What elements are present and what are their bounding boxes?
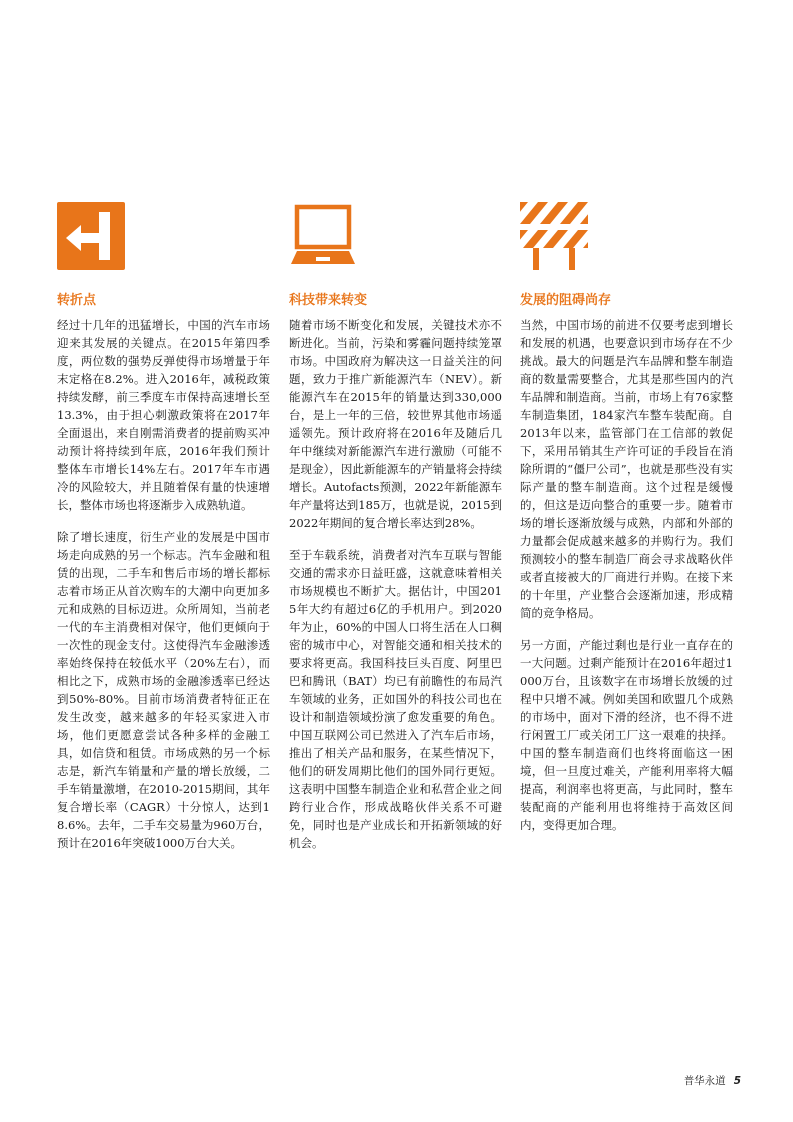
paragraph: 另一方面，产能过剩也是行业一直存在的一大问题。过剩产能预计在2016年超过1000万台，且该数字在市场增长放缓的过程中只增不减。例如美国和欧盟几个成熟的市场中，面对下滑的经济，也不得不进行闲置工厂或关闭工厂这一艰难的抉择。中国的整车制造商们也终将面临这一困境，但一旦度过难关，产能利用率将大幅提高，利润率也将更高，与此同时，整车装配商的产能利用也将维持于高效区间内，变得更加合理。 (520, 638, 733, 832)
page-number: 5 (733, 1075, 741, 1087)
road-barrier-icon (520, 202, 588, 270)
paragraph: 当然，中国市场的前进不仅要考虑到增长和发展的机遇，也要意识到市场存在不少挑战。最大的问题是汽车品牌和整车制造商的数量需要整合，尤其是那些国内的汽车品牌和制造商。当前，市场上有76家整车制造集团，184家汽车整车装配商。自2013年以来，监管部门在工信部的敦促下，采用吊销其生产许可证的手段旨在消除所谓的“僵尸公司”，也就是那些没有实际产量的整车制造商。这个过程是缓慢的，但这是迈向整合的重要一步。随着市场的增长逐渐放缓与成熟，内部和外部的力量都会促成越来越多的并购行为。我们预测较小的整车制造厂商会寻求战略伙伴或者直接被大的厂商进行并购。在接下来的十年里，产业整合会逐渐加速，形成精简的竞争格局。 (520, 318, 733, 620)
column-turning-point (57, 202, 270, 866)
heading-technology: 科技带来转变 (289, 293, 368, 308)
footer-brand: 普华永道 (683, 1075, 726, 1087)
paragraph: 经过十几年的迅猛增长，中国的汽车市场迎来其发展的关键点。在2015年第四季度，两位数的强势反弹使得市场增量于年末定格在8.2%。进入2016年，减税政策持续发酵，前三季度车市保持高速增长至13.3%，由于担心刺激政策将在2017年全面退出，来自刚需消费者的提前购买冲动预计将持续到年底，2016年我们预计整体车市增长14%左右。2017年车市遇冷的风险较大，并且随着保有量的快速增长，整体市场也将逐渐步入成熟轨道。 (57, 318, 270, 512)
paragraph: 至于车载系统，消费者对汽车互联与智能交通的需求亦日益旺盛，这就意味着相关市场规模也不断扩大。据估计，中国2015年大约有超过6亿的手机用户。到2020年为止，60%的中国人口将生活在人口稠密的城市中心，对智能交通和相关技术的要求将更高。我国科技巨头百度、阿里巴巴和腾讯（BAT）均已有前瞻性的布局汽车领域的业务，正如国外的科技公司也在设计和制造领域扮演了愈发重要的角色。中国互联网公司已然进入了汽车后市场，推出了相关产品和服务，在某些情况下，他们的研发周期比他们的国外同行更短。这表明中国整车制造企业和私营企业之间跨行业合作，形成战略伙伴关系不可避免，同时也是产业成长和开拓新领域的好机会。 (289, 548, 502, 850)
paragraph: 随着市场不断变化和发展，关键技术亦不断进化。当前，污染和雾霾问题持续笼罩市场。中国政府为解决这一日益关注的问题，致力于推广新能源汽车（NEV）。新能源汽车在2015年的销量达到330,000台，是上一年的三倍，较世界其他市场遥遥领先。预计政府将在2016年及随后几年中继续对新能源汽车进行激励（可能不是现金），因此新能源车的产销量将会持续增长。Autofacts预测，2022年新能源车年产量将达到185万，也就是说，2015到2022年期间的复合增长率达到28%。 (289, 318, 502, 530)
laptop-icon (289, 202, 357, 270)
page-footer (684, 1073, 741, 1088)
heading-obstacles: 发展的阻碍尚存 (520, 293, 612, 308)
paragraph: 除了增长速度，衍生产业的发展是中国市场走向成熟的另一个标志。汽车金融和租赁的出现，二手车和售后市场的增长都标志着市场正从首次购车的大潮中向更加多元和成熟的目标迈进。众所周知，当前老一代的车主消费相对保守，他们更倾向于一次性的现金支付。这使得汽车金融渗透率始终保持在较低水平（20%左右），而相比之下，成熟市场的金融渗透率已经达到50%-80%。目前市场消费者特征正在发生改变，越来越多的年轻买家进入市场，他们更愿意尝试各种多样的金融工具，如信贷和租赁。市场成熟的另一个标志是，新汽车销量和产量的增长放缓，二手车销量激增，在2010-2015期间，其年复合增长率（CAGR）十分惊人，达到18.6%。去年，二手车交易量为960万台，预计在2016年突破1000万台大关。 (57, 530, 270, 850)
column-obstacles (520, 202, 733, 848)
column-technology (289, 202, 502, 866)
heading-turning-point: 转折点 (57, 293, 97, 308)
turn-left-sign-icon (57, 202, 125, 270)
